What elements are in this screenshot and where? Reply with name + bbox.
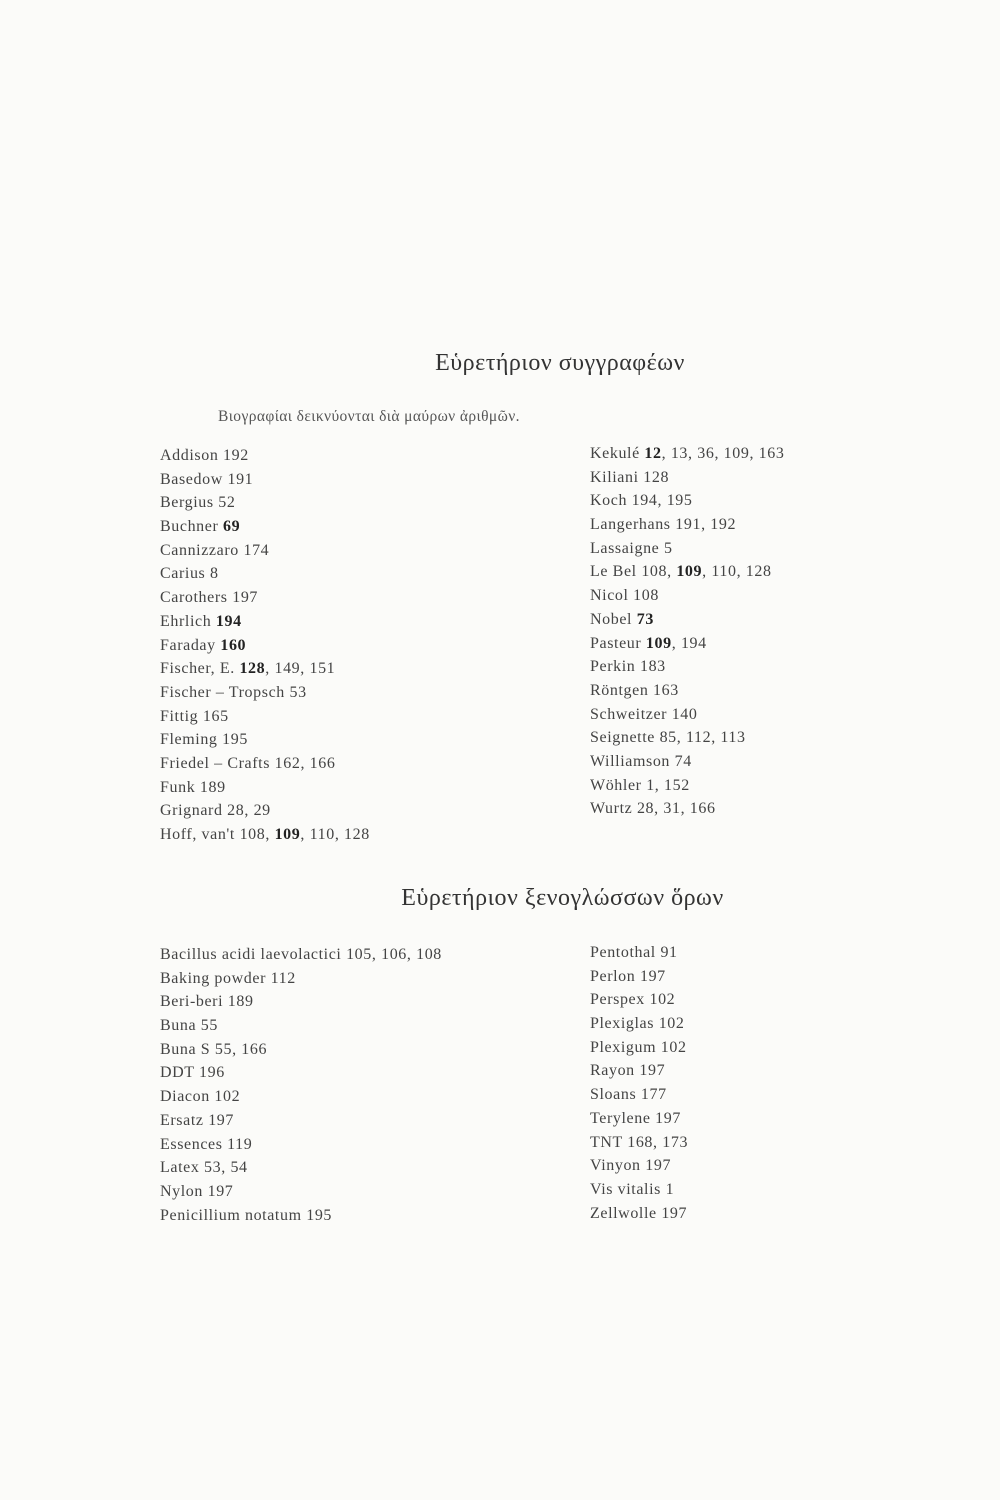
page-number: 53 [289,683,307,701]
index-entry-name: TNT [590,1133,623,1151]
index-entry: Kekulé 12, 13, 36, 109, 163 [590,445,785,462]
page-number: 110 [309,826,335,843]
terms-right-column [590,941,688,1225]
index-entry-name: Kiliani [590,468,639,486]
page-number: 109 [723,445,750,462]
page-number: 195 [222,731,248,749]
index-entry-name: Perlon [590,967,636,985]
index-entry-name: Carothers [160,589,228,607]
page-number: 192 [710,516,737,534]
index-entry-name: Langerhans [590,516,671,534]
page-number: 102 [649,991,676,1009]
index-entry-name: Fittig [160,707,199,725]
page-number: 91 [660,944,678,961]
page-number: 162 [274,754,301,772]
index-entry-name: Williamson [590,752,671,770]
index-entry-name: Beri-beri [160,993,224,1011]
page-number: 102 [658,1015,685,1033]
index-entry-name: Perkin [590,658,636,676]
index-entry-name: Koch [590,492,628,510]
index-entry-name: DDT [160,1064,195,1082]
index-entry [590,1036,688,1060]
index-entry-name: Seignette [590,729,655,747]
index-entry-name: Nobel [590,610,633,628]
page-number: 195 [306,1206,333,1224]
index-entry [160,1061,442,1085]
biography-page-number: 73 [636,610,654,628]
index-entry [160,515,370,539]
page-number: 168 [627,1133,654,1151]
index-entry [160,1204,442,1228]
index-entry [160,491,370,515]
index-entry [160,1085,442,1109]
index-entry [160,1109,442,1133]
index-entry-name: Terylene [590,1109,651,1127]
page-number: 183 [639,658,666,676]
biography-page-number: 12 [644,445,662,462]
page-number: 197 [655,1109,681,1127]
page-number: 196 [199,1064,225,1082]
index-entry-name: Rayon [590,1062,635,1080]
index-entry-name: Ehrlich [160,612,212,630]
index-entry-name: Diacon [160,1088,210,1106]
index-entry-name: Bergius [160,494,214,512]
page-number: 55 [200,1017,218,1035]
page-number: 106 [381,946,407,963]
page-number: 53 [204,1159,222,1177]
page-number: 28 [636,800,655,818]
page-number: 29 [253,802,271,820]
page-number: 189 [227,993,254,1011]
page-number: 74 [674,752,692,770]
index-entry: Friedel – Crafts 162, 166 [160,754,336,772]
authors-right-column [590,442,784,821]
page-number: 194 [631,492,658,510]
index-entry-name: Fischer – Tropsch [160,683,285,701]
page-number: 192 [223,447,249,464]
index-entry: Fischer, E. 128, 149, 151 [160,660,336,678]
index-entry: Buna S 55, 166 [160,1040,268,1058]
index-entry: TNT 168, 173 [590,1133,689,1151]
index-entry [590,988,688,1012]
page-number: 13 [670,445,689,462]
biography-page-number: 128 [239,660,266,678]
page-number: 166 [309,754,336,772]
page-number: 191 [227,470,254,488]
index-entry-name: Buna S [160,1040,211,1058]
page-number: 113 [720,729,746,747]
index-entry [590,608,784,632]
index-entry [590,1107,688,1131]
index-entry [160,610,370,634]
biography-page-number: 69 [223,518,241,536]
index-entry-name: Perspex [590,991,645,1009]
index-entry: Langerhans 191, 192 [590,516,737,534]
index-entry-name: Friedel – Crafts [160,754,271,772]
index-entry-name: Faraday [160,636,216,654]
index-entry-name: Pasteur [590,634,642,652]
terms-left-column [160,943,442,1227]
page-number: 108 [416,946,442,963]
page-number: 166 [241,1040,268,1058]
page-number: 189 [199,778,226,796]
index-entry-name: Ersatz [160,1111,204,1129]
index-entry [160,539,370,563]
index-entry-name: Kekulé [590,445,640,462]
index-entry: Bacillus acidi laevolactici 105, 106, 108 [160,946,442,963]
page-number: 1 [646,776,655,794]
index-entry [590,965,688,989]
page-number: 197 [661,1204,688,1222]
index-entry: Le Bel 108, 109, 110, 128 [590,563,772,581]
index-entry-name: Buchner [160,518,219,536]
index-entry [590,1202,688,1226]
page-number: 5 [664,539,673,557]
index-entry [160,586,370,610]
page-number: 8 [209,565,219,583]
index-entry-name: Funk [160,778,196,796]
biography-page-number: 109 [274,826,301,843]
page-number: 165 [202,707,229,725]
index-entry-name: Zellwolle [590,1204,657,1222]
page-number: 28 [227,802,245,820]
index-entry [160,728,370,752]
index-entry-name: Wöhler [590,776,642,794]
index-entry [160,776,370,800]
page-number: 149 [274,660,301,678]
index-entry-name: Essences [160,1135,223,1153]
index-entry [590,1083,688,1107]
index-entry [160,705,370,729]
index-entry-name: Nylon [160,1182,203,1200]
page-number: 102 [214,1088,241,1106]
index-entry [590,655,784,679]
index-entry-name: Basedow [160,470,223,488]
index-entry [160,990,442,1014]
page-number: 128 [344,826,370,843]
index-entry-name: Latex [160,1159,200,1177]
index-entry-name: Sloans [590,1086,637,1104]
index-entry-name: Röntgen [590,681,649,699]
index-entry-name: Cannizzaro [160,541,239,559]
page-number: 195 [666,492,693,510]
index-entry [590,584,784,608]
page-number: 177 [640,1086,667,1104]
index-entry [160,681,370,705]
authors-left-column [160,444,370,847]
index-entry [160,1180,442,1204]
page-number: 174 [243,541,270,559]
page-number: 102 [660,1038,687,1056]
index-entry-name: Fleming [160,731,218,749]
biography-page-number: 109 [676,563,703,581]
page-number: 108 [633,587,659,605]
authors-index-title: Εὑρετήριον συγγραφέων [435,350,685,376]
page-number: 128 [643,468,670,486]
page-number: 112 [685,729,712,747]
page-number: 194 [680,634,707,652]
page-number: 55 [214,1040,233,1058]
index-entry-name: Addison [160,447,219,464]
index-entry-name: Carius [160,565,206,583]
index-entry-name: Bacillus acidi laevolactici [160,946,342,963]
index-entry: Pasteur 109, 194 [590,634,707,652]
page-number: 163 [653,681,679,699]
index-entry-name: Penicillium notatum [160,1206,302,1224]
index-entry-name: Buna [160,1017,197,1035]
index-entry-name: Baking powder [160,969,267,987]
index-entry [160,1014,442,1038]
page-number: 191 [675,516,702,534]
index-entry: Hoff, van't 108, 109, 110, 128 [160,826,370,843]
index-entry [160,967,442,991]
index-entry [590,679,784,703]
index-entry: Seignette 85, 112, 113 [590,729,746,747]
index-entry-name: Schweitzer [590,705,668,723]
authors-index-subtitle: Βιογραφίαι δεικνύονται διὰ μαύρων ἀριθμῶν. [218,408,520,425]
index-entry-name: Grignard [160,802,223,820]
index-entry-name: Vis vitalis [590,1180,661,1198]
index-entry [590,941,688,965]
index-entry: Wurtz 28, 31, 166 [590,800,716,818]
page-number: 140 [671,705,698,723]
index-entry [590,1178,688,1202]
biography-page-number: 160 [220,636,247,654]
index-entry-name: Wurtz [590,800,633,818]
index-entry-name: Pentothal [590,944,656,961]
page-number: 54 [230,1159,248,1177]
page-number: 128 [745,563,772,581]
index-entry [590,703,784,727]
index-entry-name: Hoff, van't [160,826,235,843]
index-entry [590,1059,688,1083]
index-entry-name: Lassaigne [590,539,660,557]
index-entry [590,1012,688,1036]
page-number: 152 [664,776,690,794]
index-entry-name: Plexigum [590,1038,657,1056]
index-entry [160,634,370,658]
page-number: 108 [239,826,266,843]
page-number: 112 [270,969,296,987]
index-entry [590,750,784,774]
index-entry [590,466,784,490]
page-number: 197 [639,1062,666,1080]
page-number: 105 [346,946,372,963]
index-entry [160,468,370,492]
page-number: 173 [662,1133,689,1151]
page-number: 108 [641,563,668,581]
page-number: 52 [218,494,236,512]
page-number: 197 [208,1111,234,1129]
page-number: 197 [639,967,666,985]
index-entry-name: Plexiglas [590,1015,655,1033]
page-number: 119 [227,1135,253,1153]
index-entry [160,444,370,468]
index-entry: Koch 194, 195 [590,492,693,510]
page-number: 197 [232,589,259,607]
terms-index-title: Εὑρετήριον ξενογλώσσων ὅρων [401,885,724,911]
biography-page-number: 109 [645,634,672,652]
index-entry: Latex 53, 54 [160,1159,248,1177]
index-entry [160,562,370,586]
index-entry-name: Le Bel [590,563,637,581]
page-number: 110 [711,563,737,581]
page-number: 31 [663,800,681,818]
page-number: 163 [758,445,785,462]
biography-page-number: 194 [215,612,242,630]
page-number: 197 [207,1182,234,1200]
index-entry-name: Vinyon [590,1157,641,1175]
page-number: 197 [645,1157,672,1175]
index-entry-name: Fischer, E. [160,660,235,678]
page-number: 151 [309,660,336,678]
page-number: 85 [659,729,677,747]
index-entry [160,1133,442,1157]
page-number: 166 [689,800,716,818]
index-entry [590,1154,688,1178]
page-number: 36 [697,445,715,462]
page-number: 1 [665,1180,675,1198]
index-entry [590,537,784,561]
index-entry: Grignard 28, 29 [160,802,271,820]
index-entry-name: Nicol [590,587,629,605]
index-entry: Wöhler 1, 152 [590,776,690,794]
